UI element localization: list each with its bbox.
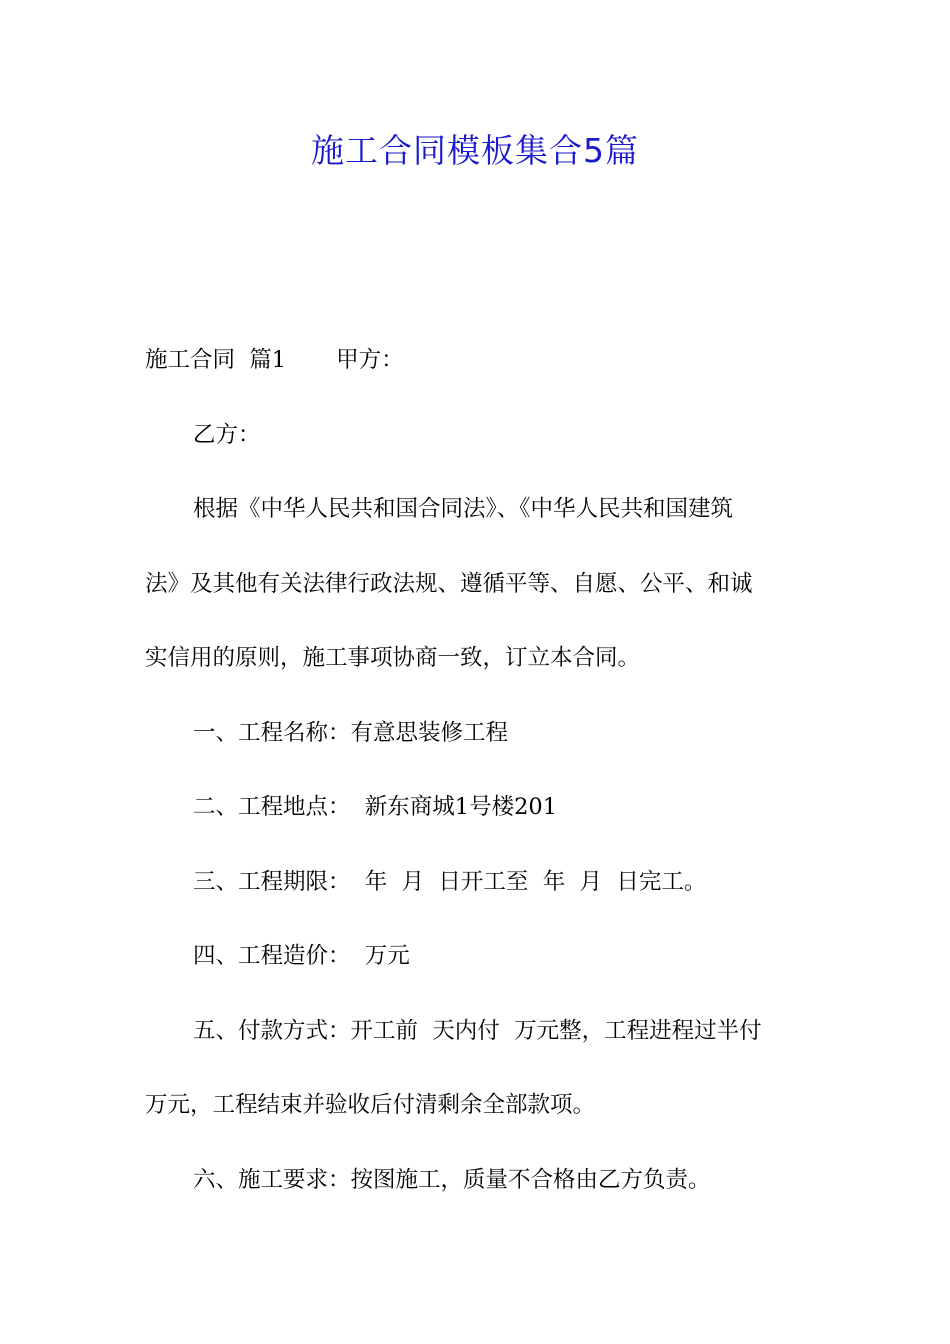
- clause-project-name: 一、工程名称：有意思装修工程: [193, 719, 509, 746]
- clause-project-cost: 四、工程造价： 万元: [193, 943, 410, 969]
- clause-project-period: 三、工程期限： 年 月 日开工至 年 月 日完工。: [193, 868, 707, 895]
- document-body: [145, 338, 807, 1232]
- clause-construction-requirements: 六、施工要求：按图施工，质量不合格由乙方负责。: [193, 1166, 711, 1193]
- clause-payment-line-2: 万元，工程结束并验收后付清剩余全部款项。: [145, 1092, 596, 1118]
- heading-line: [145, 338, 807, 413]
- clause-project-location: 二、工程地点： 新东商城1号楼201: [193, 794, 558, 820]
- contract-heading: 施工合同 篇1: [145, 347, 287, 373]
- preamble-line-3: 实信用的原则，施工事项协商一致，订立本合同。: [145, 645, 641, 671]
- clause-payment-line-1: 五、付款方式：开工前 天内付 万元整，工程进程过半付: [193, 1017, 762, 1044]
- party-a-label: 甲方：: [336, 347, 404, 373]
- preamble-line-2: 法》及其他有关法律行政法规、遵循平等、自愿、公平、和诚: [145, 570, 753, 597]
- preamble-line-1: 根据《中华人民共和国合同法》、《中华人民共和国建筑: [193, 496, 734, 522]
- document-title: 施工合同模板集合5篇: [311, 131, 639, 170]
- party-b-label: 乙方：: [193, 421, 261, 448]
